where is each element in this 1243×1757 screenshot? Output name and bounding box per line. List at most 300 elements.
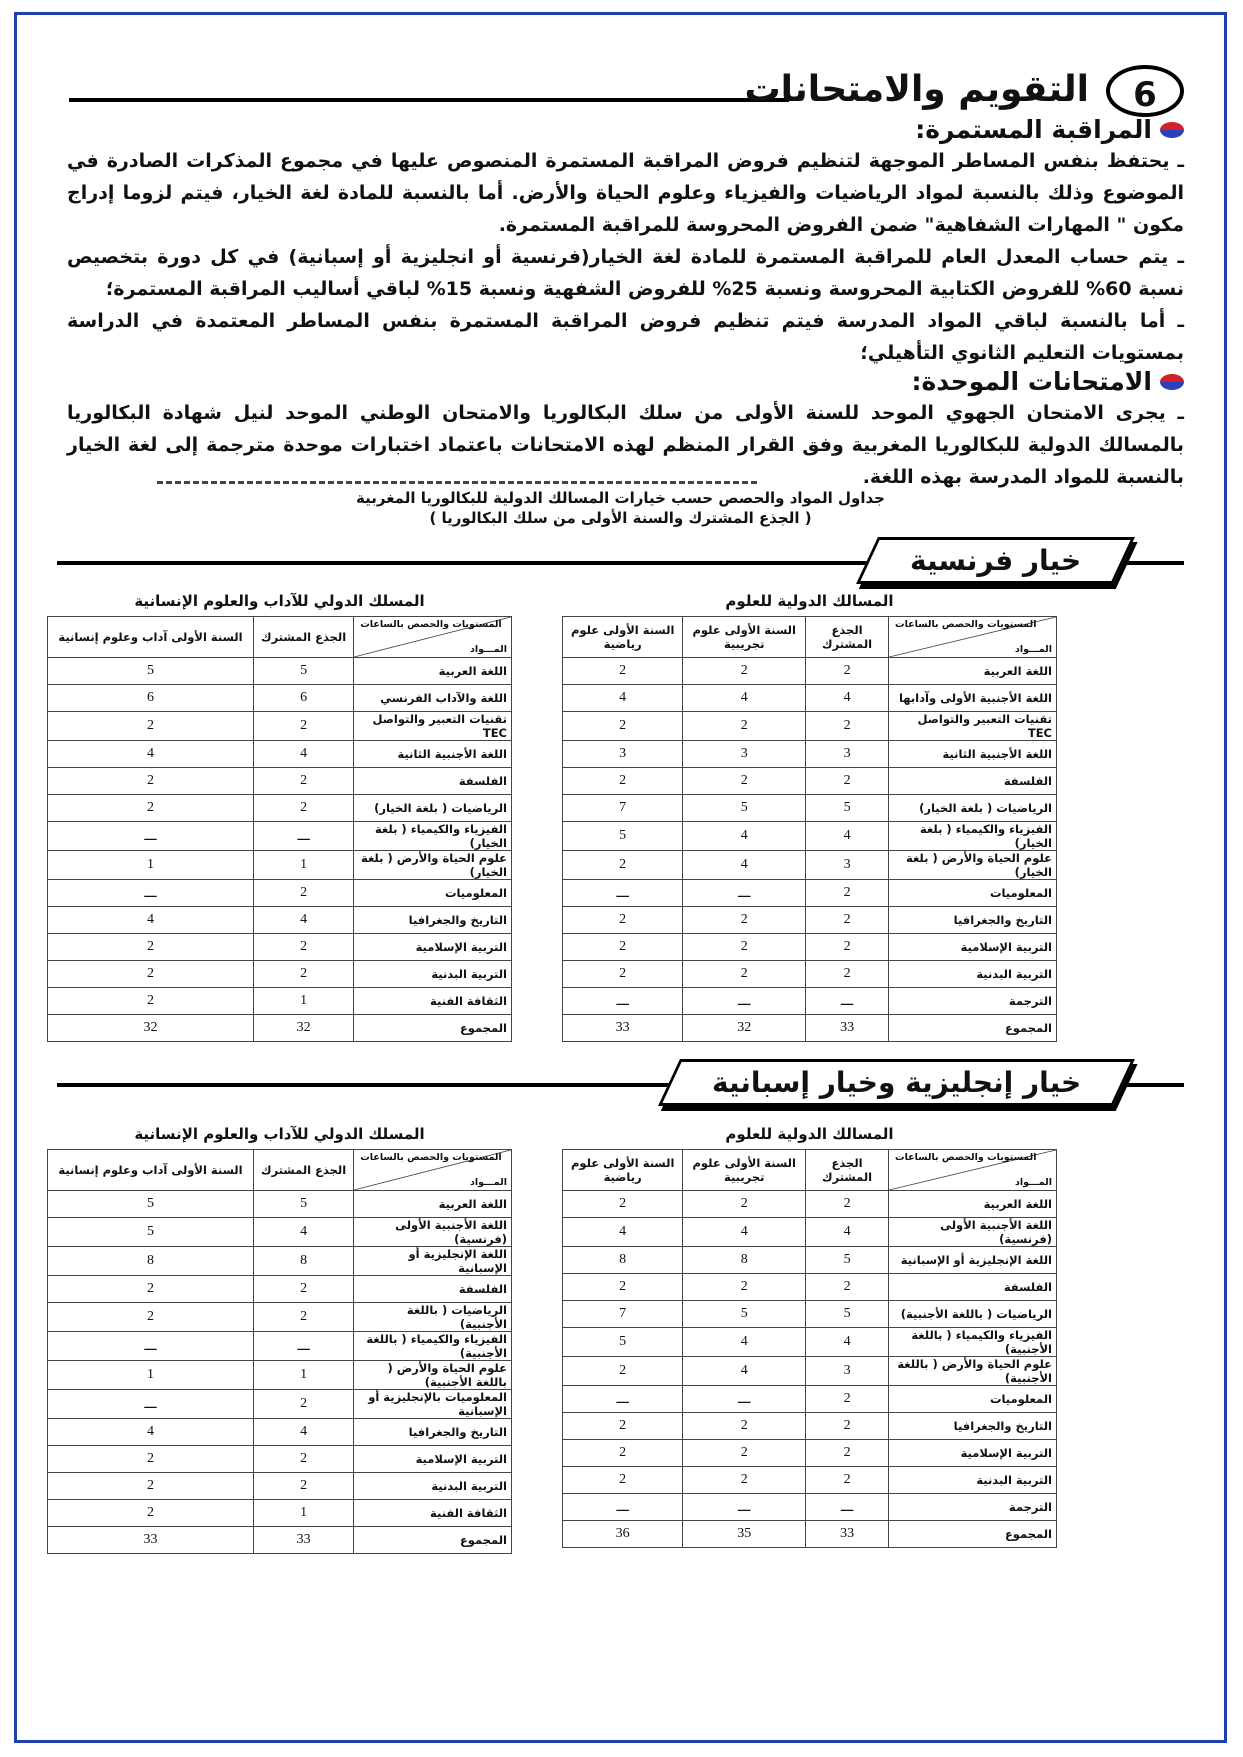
corner-bottom-label: المـــواد: [1014, 644, 1052, 655]
hours-cell: 2: [563, 851, 683, 880]
hours-cell: ـــ: [563, 1494, 683, 1521]
hours-cell: 2: [48, 1303, 254, 1332]
hours-cell: 1: [253, 1500, 353, 1527]
hours-cell: 5: [806, 1247, 889, 1274]
hours-cell: 4: [253, 741, 353, 768]
subject-cell: اللغة والآداب الفرنسي: [354, 685, 512, 712]
hours-cell: 4: [806, 1218, 889, 1247]
table-row: [563, 685, 1057, 712]
hours-cell: 2: [563, 1357, 683, 1386]
hours-cell: 2: [48, 1473, 254, 1500]
hours-cell: 2: [253, 1276, 353, 1303]
hours-cell: 2: [253, 934, 353, 961]
subject-cell: المعلوميات: [354, 880, 512, 907]
column-header: الجذع المشترك: [253, 1150, 353, 1191]
table-row: [48, 1015, 512, 1042]
hours-cell: 2: [48, 1446, 254, 1473]
subject-cell: المجموع: [889, 1521, 1057, 1548]
hours-cell: 2: [563, 1274, 683, 1301]
table-row: [48, 1303, 512, 1332]
subject-cell: الترجمة: [889, 988, 1057, 1015]
subject-cell: علوم الحياة والأرض ( باللغة الأجنبية): [889, 1357, 1057, 1386]
column-header: السنة الأولى علوم رياضية: [563, 617, 683, 658]
hours-cell: 2: [563, 934, 683, 961]
table-row: [48, 822, 512, 851]
hours-cell: 4: [48, 1419, 254, 1446]
subject-cell: علوم الحياة والأرض ( بلغة الخيار): [889, 851, 1057, 880]
table-row: [48, 907, 512, 934]
hours-cell: 2: [253, 795, 353, 822]
table-row: [48, 741, 512, 768]
column-header: الجذع المشترك: [253, 617, 353, 658]
corner-header-cell: [889, 1150, 1057, 1191]
table-row: [563, 1494, 1057, 1521]
hours-cell: 2: [563, 1440, 683, 1467]
subject-cell: اللغة الإنجليزية أو الإسبانية: [889, 1247, 1057, 1274]
subject-cell: المجموع: [889, 1015, 1057, 1042]
subject-cell: الثقافة الفنية: [354, 988, 512, 1015]
hours-cell: 2: [563, 712, 683, 741]
hours-cell: 2: [683, 1440, 806, 1467]
chapter-number-badge: 6: [1106, 65, 1184, 117]
hours-cell: 4: [806, 1328, 889, 1357]
table-row: [48, 1390, 512, 1419]
corner-header-cell: [354, 1150, 512, 1191]
section-heading-continuous-assessment: [915, 115, 1184, 144]
subject-cell: اللغة الأجنبية الأولى وآدابها: [889, 685, 1057, 712]
decorative-divider: [157, 475, 757, 484]
subject-cell: المعلوميات بالإنجليزية أو الإسبانية: [354, 1390, 512, 1419]
table-row: [563, 768, 1057, 795]
hours-cell: 2: [48, 712, 254, 741]
subject-cell: الفلسفة: [889, 1274, 1057, 1301]
hours-cell: 2: [683, 1413, 806, 1440]
hours-cell: 3: [683, 741, 806, 768]
hours-cell: 6: [253, 685, 353, 712]
subject-cell: اللغة الأجنبية الأولى (فرنسية): [889, 1218, 1057, 1247]
hours-cell: 1: [253, 988, 353, 1015]
subject-cell: الفلسفة: [889, 768, 1057, 795]
section-title: الامتحانات الموحدة:: [911, 367, 1152, 396]
hours-cell: 1: [48, 1361, 254, 1390]
table-row: [563, 1191, 1057, 1218]
subject-cell: تقنيات التعبير والتواصل TEC: [354, 712, 512, 741]
hours-cell: ـــ: [48, 1390, 254, 1419]
hours-cell: 5: [806, 1301, 889, 1328]
section-heading-unified-exams: [912, 367, 1184, 396]
table-row: [48, 851, 512, 880]
hours-cell: 2: [48, 961, 254, 988]
hours-cell: 2: [806, 934, 889, 961]
french-letters-table: [47, 616, 512, 1042]
hours-cell: 6: [48, 685, 254, 712]
english-letters-table: [47, 1149, 512, 1554]
page-title: التقويم والامتحانات: [744, 69, 1089, 110]
hours-cell: 2: [253, 712, 353, 741]
table-row: [563, 1413, 1057, 1440]
hours-cell: 4: [683, 1357, 806, 1386]
hours-cell: 2: [683, 934, 806, 961]
hours-cell: 2: [806, 1440, 889, 1467]
subject-cell: اللغة الأجنبية الثانية: [889, 741, 1057, 768]
subject-cell: الفيزياء والكيمياء ( بلغة الخيار): [889, 822, 1057, 851]
subject-cell: علوم الحياة والأرض ( بلغة الخيار): [354, 851, 512, 880]
subject-cell: التاريخ والجغرافيا: [889, 907, 1057, 934]
hours-cell: ـــ: [563, 1386, 683, 1413]
hours-cell: 4: [683, 851, 806, 880]
hours-cell: 3: [806, 1357, 889, 1386]
hours-cell: 8: [48, 1247, 254, 1276]
header-row: [563, 617, 1057, 658]
hours-cell: 2: [806, 658, 889, 685]
table-row: [563, 1521, 1057, 1548]
paragraph-2: ـ يتم حساب المعدل العام للمراقبة المستمرة للمادة لغة الخيار(فرنسية أو انجليزية أو إسبانية) في كل دورة بتخصيص نسبة 60% للفروض الكتابية المحروسة ونسبة 25% للفروض الشفهية ونسبة 15% لباقي أساليب المراقبة المستمرة؛: [67, 246, 1184, 300]
column-header: السنة الأولى علوم تجريبية: [683, 617, 806, 658]
hours-cell: 2: [563, 907, 683, 934]
subject-cell: الثقافة الفنية: [354, 1500, 512, 1527]
subject-cell: التربية الإسلامية: [889, 934, 1057, 961]
column-header: السنة الأولى آداب وعلوم إنسانية: [48, 1150, 254, 1191]
paragraph-1: ـ يحتفظ بنفس المساطر الموجهة لتنظيم فروض المراقبة المستمرة المنصوص عليها في مجموع المذكرات الصادرة في الموضوع وذلك بالنسبة لمواد الرياضيات والفيزياء وعلوم الحياة والأرض. أما بالنسبة للمادة لغة الخيار، فيتم لزوما إدراج مكون " المهارات الشفاهية" ضمن الفروض المحروسة للمراقبة المستمرة.: [67, 150, 1184, 236]
header-rule: [69, 98, 789, 102]
header-row: [563, 1150, 1057, 1191]
hours-cell: 5: [563, 822, 683, 851]
hours-cell: 3: [563, 741, 683, 768]
table-row: [48, 795, 512, 822]
subject-cell: التربية الإسلامية: [354, 934, 512, 961]
table-row: [563, 1301, 1057, 1328]
band-title: خيار فرنسية: [909, 544, 1081, 577]
hours-cell: 4: [806, 822, 889, 851]
hours-cell: 2: [806, 712, 889, 741]
hours-cell: 33: [806, 1015, 889, 1042]
corner-top-label: المستويات والحصص بالساعات: [360, 1152, 502, 1163]
hours-cell: 2: [683, 658, 806, 685]
corner-top-label: المستويات والحصص بالساعات: [895, 1152, 1037, 1163]
subject-cell: التربية البدنية: [354, 961, 512, 988]
table-row: [48, 880, 512, 907]
hours-cell: 32: [253, 1015, 353, 1042]
corner-bottom-label: المـــواد: [469, 1177, 507, 1188]
hours-cell: 4: [683, 1328, 806, 1357]
header-row: [48, 1150, 512, 1191]
english-spanish-option-band: [57, 1067, 1184, 1101]
hours-cell: 2: [563, 768, 683, 795]
hours-cell: 4: [253, 907, 353, 934]
hours-cell: ـــ: [48, 1332, 254, 1361]
corner-header-cell: [889, 617, 1057, 658]
column-header: السنة الأولى علوم رياضية: [563, 1150, 683, 1191]
subject-cell: الفلسفة: [354, 1276, 512, 1303]
hours-cell: 32: [683, 1015, 806, 1042]
table-row: [48, 988, 512, 1015]
table-row: [563, 822, 1057, 851]
english-sciences-table: [562, 1149, 1057, 1548]
table-row: [563, 1467, 1057, 1494]
hours-cell: 2: [683, 712, 806, 741]
french-letters-title: المسلك الدولي للآداب والعلوم الإنسانية: [134, 592, 425, 610]
hours-cell: 1: [48, 851, 254, 880]
hours-cell: 2: [48, 934, 254, 961]
column-header: السنة الأولى علوم تجريبية: [683, 1150, 806, 1191]
french-option-band: [57, 545, 1184, 579]
table-row: [48, 1218, 512, 1247]
hours-cell: 2: [683, 1274, 806, 1301]
hours-cell: 2: [48, 1276, 254, 1303]
subject-cell: المعلوميات: [889, 1386, 1057, 1413]
hours-cell: 2: [563, 961, 683, 988]
hours-cell: 2: [48, 1500, 254, 1527]
corner-top-label: المستويات والحصص بالساعات: [895, 619, 1037, 630]
hours-cell: 2: [806, 1274, 889, 1301]
subject-cell: اللغة العربية: [889, 658, 1057, 685]
subject-cell: الفلسفة: [354, 768, 512, 795]
table-row: [563, 851, 1057, 880]
hours-cell: 2: [806, 907, 889, 934]
table-row: [48, 1473, 512, 1500]
hours-cell: 4: [253, 1419, 353, 1446]
hours-cell: 5: [563, 1328, 683, 1357]
subject-cell: الفيزياء والكيمياء ( بلغة الخيار): [354, 822, 512, 851]
band-title: خيار إنجليزية وخيار إسبانية: [711, 1066, 1081, 1099]
table-row: [563, 907, 1057, 934]
subject-cell: اللغة الأجنبية الثانية: [354, 741, 512, 768]
subject-cell: الرياضيات ( باللغة الأجنبية): [889, 1301, 1057, 1328]
hours-cell: 3: [806, 851, 889, 880]
hours-cell: 4: [253, 1218, 353, 1247]
hours-cell: 4: [683, 685, 806, 712]
subject-cell: التاريخ والجغرافيا: [354, 907, 512, 934]
bullet-icon: [1160, 374, 1184, 390]
hours-cell: 2: [253, 880, 353, 907]
hours-cell: 1: [253, 851, 353, 880]
table-row: [48, 1361, 512, 1390]
subject-cell: التربية الإسلامية: [889, 1440, 1057, 1467]
hours-cell: 2: [806, 1413, 889, 1440]
column-header: الجذع المشترك: [806, 1150, 889, 1191]
hours-cell: 5: [48, 1191, 254, 1218]
corner-top-label: المستويات والحصص بالساعات: [360, 619, 502, 630]
table-row: [48, 658, 512, 685]
table-row: [48, 1419, 512, 1446]
subject-cell: الرياضيات ( بلغة الخيار): [354, 795, 512, 822]
hours-cell: ـــ: [683, 988, 806, 1015]
hours-cell: ـــ: [563, 880, 683, 907]
hours-cell: 35: [683, 1521, 806, 1548]
subject-cell: الفيزياء والكيمياء ( باللغة الأجنبية): [354, 1332, 512, 1361]
hours-cell: 33: [563, 1015, 683, 1042]
hours-cell: 2: [806, 1386, 889, 1413]
hours-cell: 8: [683, 1247, 806, 1274]
table-row: [563, 1015, 1057, 1042]
hours-cell: 2: [563, 658, 683, 685]
table-row: [48, 1500, 512, 1527]
page-frame: [14, 12, 1227, 1743]
hours-cell: 5: [806, 795, 889, 822]
subject-cell: الرياضيات ( بلغة الخيار): [889, 795, 1057, 822]
hours-cell: 4: [683, 822, 806, 851]
caption-line-1: جداول المواد والحصص حسب خيارات المسالك الدولية للبكالوريا المغربية: [356, 489, 885, 507]
table-row: [563, 741, 1057, 768]
table-row: [48, 685, 512, 712]
hours-cell: 2: [806, 1191, 889, 1218]
table-row: [563, 1247, 1057, 1274]
hours-cell: 32: [48, 1015, 254, 1042]
table-row: [563, 658, 1057, 685]
hours-cell: 2: [253, 1473, 353, 1500]
hours-cell: 2: [253, 1303, 353, 1332]
table-row: [563, 1440, 1057, 1467]
hours-cell: ـــ: [806, 988, 889, 1015]
table-row: [563, 961, 1057, 988]
header-row: [48, 617, 512, 658]
english-letters-title: المسلك الدولي للآداب والعلوم الإنسانية: [134, 1125, 425, 1143]
band-title-box: [856, 537, 1135, 584]
hours-cell: 2: [683, 1191, 806, 1218]
subject-cell: المجموع: [354, 1015, 512, 1042]
hours-cell: 3: [806, 741, 889, 768]
paragraph-3: ـ أما بالنسبة لباقي المواد المدرسة فيتم تنظيم فروض المراقبة المستمرة بنفس المساطر المعتمدة في الدراسة بمستويات التعليم الثانوي التأهيلي؛: [67, 310, 1184, 364]
subject-cell: اللغة الأجنبية الأولى (فرنسية): [354, 1218, 512, 1247]
hours-cell: 7: [563, 795, 683, 822]
subject-cell: اللغة الإنجليزية أو الإسبانية: [354, 1247, 512, 1276]
table-row: [48, 1446, 512, 1473]
corner-bottom-label: المـــواد: [1014, 1177, 1052, 1188]
table-row: [48, 1527, 512, 1554]
hours-cell: ـــ: [253, 822, 353, 851]
hours-cell: 33: [253, 1527, 353, 1554]
hours-cell: 2: [253, 961, 353, 988]
caption-line-2: ( الجذع المشترك والسنة الأولى من سلك البكالوريا ): [429, 509, 812, 527]
hours-cell: 2: [253, 1390, 353, 1419]
hours-cell: 5: [683, 795, 806, 822]
hours-cell: 2: [253, 1446, 353, 1473]
subject-cell: اللغة العربية: [354, 658, 512, 685]
tables-caption: [17, 488, 1224, 528]
hours-cell: 5: [683, 1301, 806, 1328]
section-title: المراقبة المستمرة:: [915, 115, 1152, 144]
hours-cell: 36: [563, 1521, 683, 1548]
hours-cell: 5: [48, 658, 254, 685]
subject-cell: التاريخ والجغرافيا: [354, 1419, 512, 1446]
hours-cell: 2: [563, 1191, 683, 1218]
subject-cell: التربية البدنية: [889, 1467, 1057, 1494]
table-row: [48, 1332, 512, 1361]
table-row: [563, 1357, 1057, 1386]
hours-cell: 8: [253, 1247, 353, 1276]
table-row: [563, 712, 1057, 741]
hours-cell: ـــ: [683, 880, 806, 907]
table-row: [563, 1386, 1057, 1413]
hours-cell: 2: [253, 768, 353, 795]
table-row: [563, 988, 1057, 1015]
paragraph-4: ـ يجرى الامتحان الجهوي الموحد للسنة الأولى من سلك البكالوريا والامتحان الوطني الموحد لنيل شهادة البكالوريا بالمسالك الدولية للبكالوريا المغربية وفق القرار المنظم لهذه الامتحانات باعتماد اختبارات موحدة مترجمة إلى لغة الخيار بالنسبة للمواد المدرسة بهذه اللغة.: [67, 402, 1184, 488]
hours-cell: 4: [48, 907, 254, 934]
column-header: الجذع المشترك: [806, 617, 889, 658]
hours-cell: ـــ: [563, 988, 683, 1015]
hours-cell: ـــ: [48, 880, 254, 907]
table-row: [563, 795, 1057, 822]
hours-cell: ـــ: [683, 1494, 806, 1521]
table-row: [48, 1191, 512, 1218]
hours-cell: 2: [683, 1467, 806, 1494]
hours-cell: 2: [683, 907, 806, 934]
hours-cell: 2: [48, 768, 254, 795]
hours-cell: 33: [806, 1521, 889, 1548]
hours-cell: 4: [683, 1218, 806, 1247]
hours-cell: 2: [806, 768, 889, 795]
subject-cell: الرياضيات ( باللغة الأجنبية): [354, 1303, 512, 1332]
subject-cell: اللغة العربية: [354, 1191, 512, 1218]
subject-cell: التربية البدنية: [889, 961, 1057, 988]
hours-cell: 2: [48, 795, 254, 822]
subject-cell: التربية البدنية: [354, 1473, 512, 1500]
hours-cell: 4: [48, 741, 254, 768]
hours-cell: ـــ: [683, 1386, 806, 1413]
hours-cell: 33: [48, 1527, 254, 1554]
subject-cell: التاريخ والجغرافيا: [889, 1413, 1057, 1440]
hours-cell: 7: [563, 1301, 683, 1328]
hours-cell: ـــ: [48, 822, 254, 851]
band-title-box: [658, 1059, 1135, 1106]
subject-cell: المجموع: [354, 1527, 512, 1554]
hours-cell: 8: [563, 1247, 683, 1274]
french-sciences-table: [562, 616, 1057, 1042]
hours-cell: 2: [806, 1467, 889, 1494]
table-row: [563, 934, 1057, 961]
column-header: السنة الأولى آداب وعلوم إنسانية: [48, 617, 254, 658]
corner-bottom-label: المـــواد: [469, 644, 507, 655]
hours-cell: 5: [48, 1218, 254, 1247]
subject-cell: التربية الإسلامية: [354, 1446, 512, 1473]
table-row: [563, 1328, 1057, 1357]
bullet-icon: [1160, 122, 1184, 138]
french-sciences-title: المسالك الدولية للعلوم: [725, 592, 894, 610]
table-row: [563, 1274, 1057, 1301]
subject-cell: المعلوميات: [889, 880, 1057, 907]
subject-cell: الترجمة: [889, 1494, 1057, 1521]
hours-cell: 4: [806, 685, 889, 712]
table-row: [48, 712, 512, 741]
subject-cell: الفيزياء والكيمياء ( باللغة الأجنبية): [889, 1328, 1057, 1357]
table-row: [563, 1218, 1057, 1247]
table-row: [48, 934, 512, 961]
subject-cell: علوم الحياة والأرض ( باللغة الأجنبية): [354, 1361, 512, 1390]
table-row: [48, 768, 512, 795]
table-row: [48, 1247, 512, 1276]
hours-cell: 5: [253, 658, 353, 685]
english-sciences-title: المسالك الدولية للعلوم: [725, 1125, 894, 1143]
hours-cell: 5: [253, 1191, 353, 1218]
hours-cell: 2: [48, 988, 254, 1015]
hours-cell: ـــ: [806, 1494, 889, 1521]
hours-cell: 2: [563, 1413, 683, 1440]
table-row: [563, 880, 1057, 907]
subject-cell: تقنيات التعبير والتواصل TEC: [889, 712, 1057, 741]
table-row: [48, 1276, 512, 1303]
hours-cell: 2: [806, 961, 889, 988]
hours-cell: 2: [806, 880, 889, 907]
hours-cell: 4: [563, 1218, 683, 1247]
hours-cell: 2: [563, 1467, 683, 1494]
hours-cell: ـــ: [253, 1332, 353, 1361]
corner-header-cell: [354, 617, 512, 658]
table-row: [48, 961, 512, 988]
hours-cell: 4: [563, 685, 683, 712]
hours-cell: 2: [683, 768, 806, 795]
hours-cell: 2: [683, 961, 806, 988]
subject-cell: اللغة العربية: [889, 1191, 1057, 1218]
